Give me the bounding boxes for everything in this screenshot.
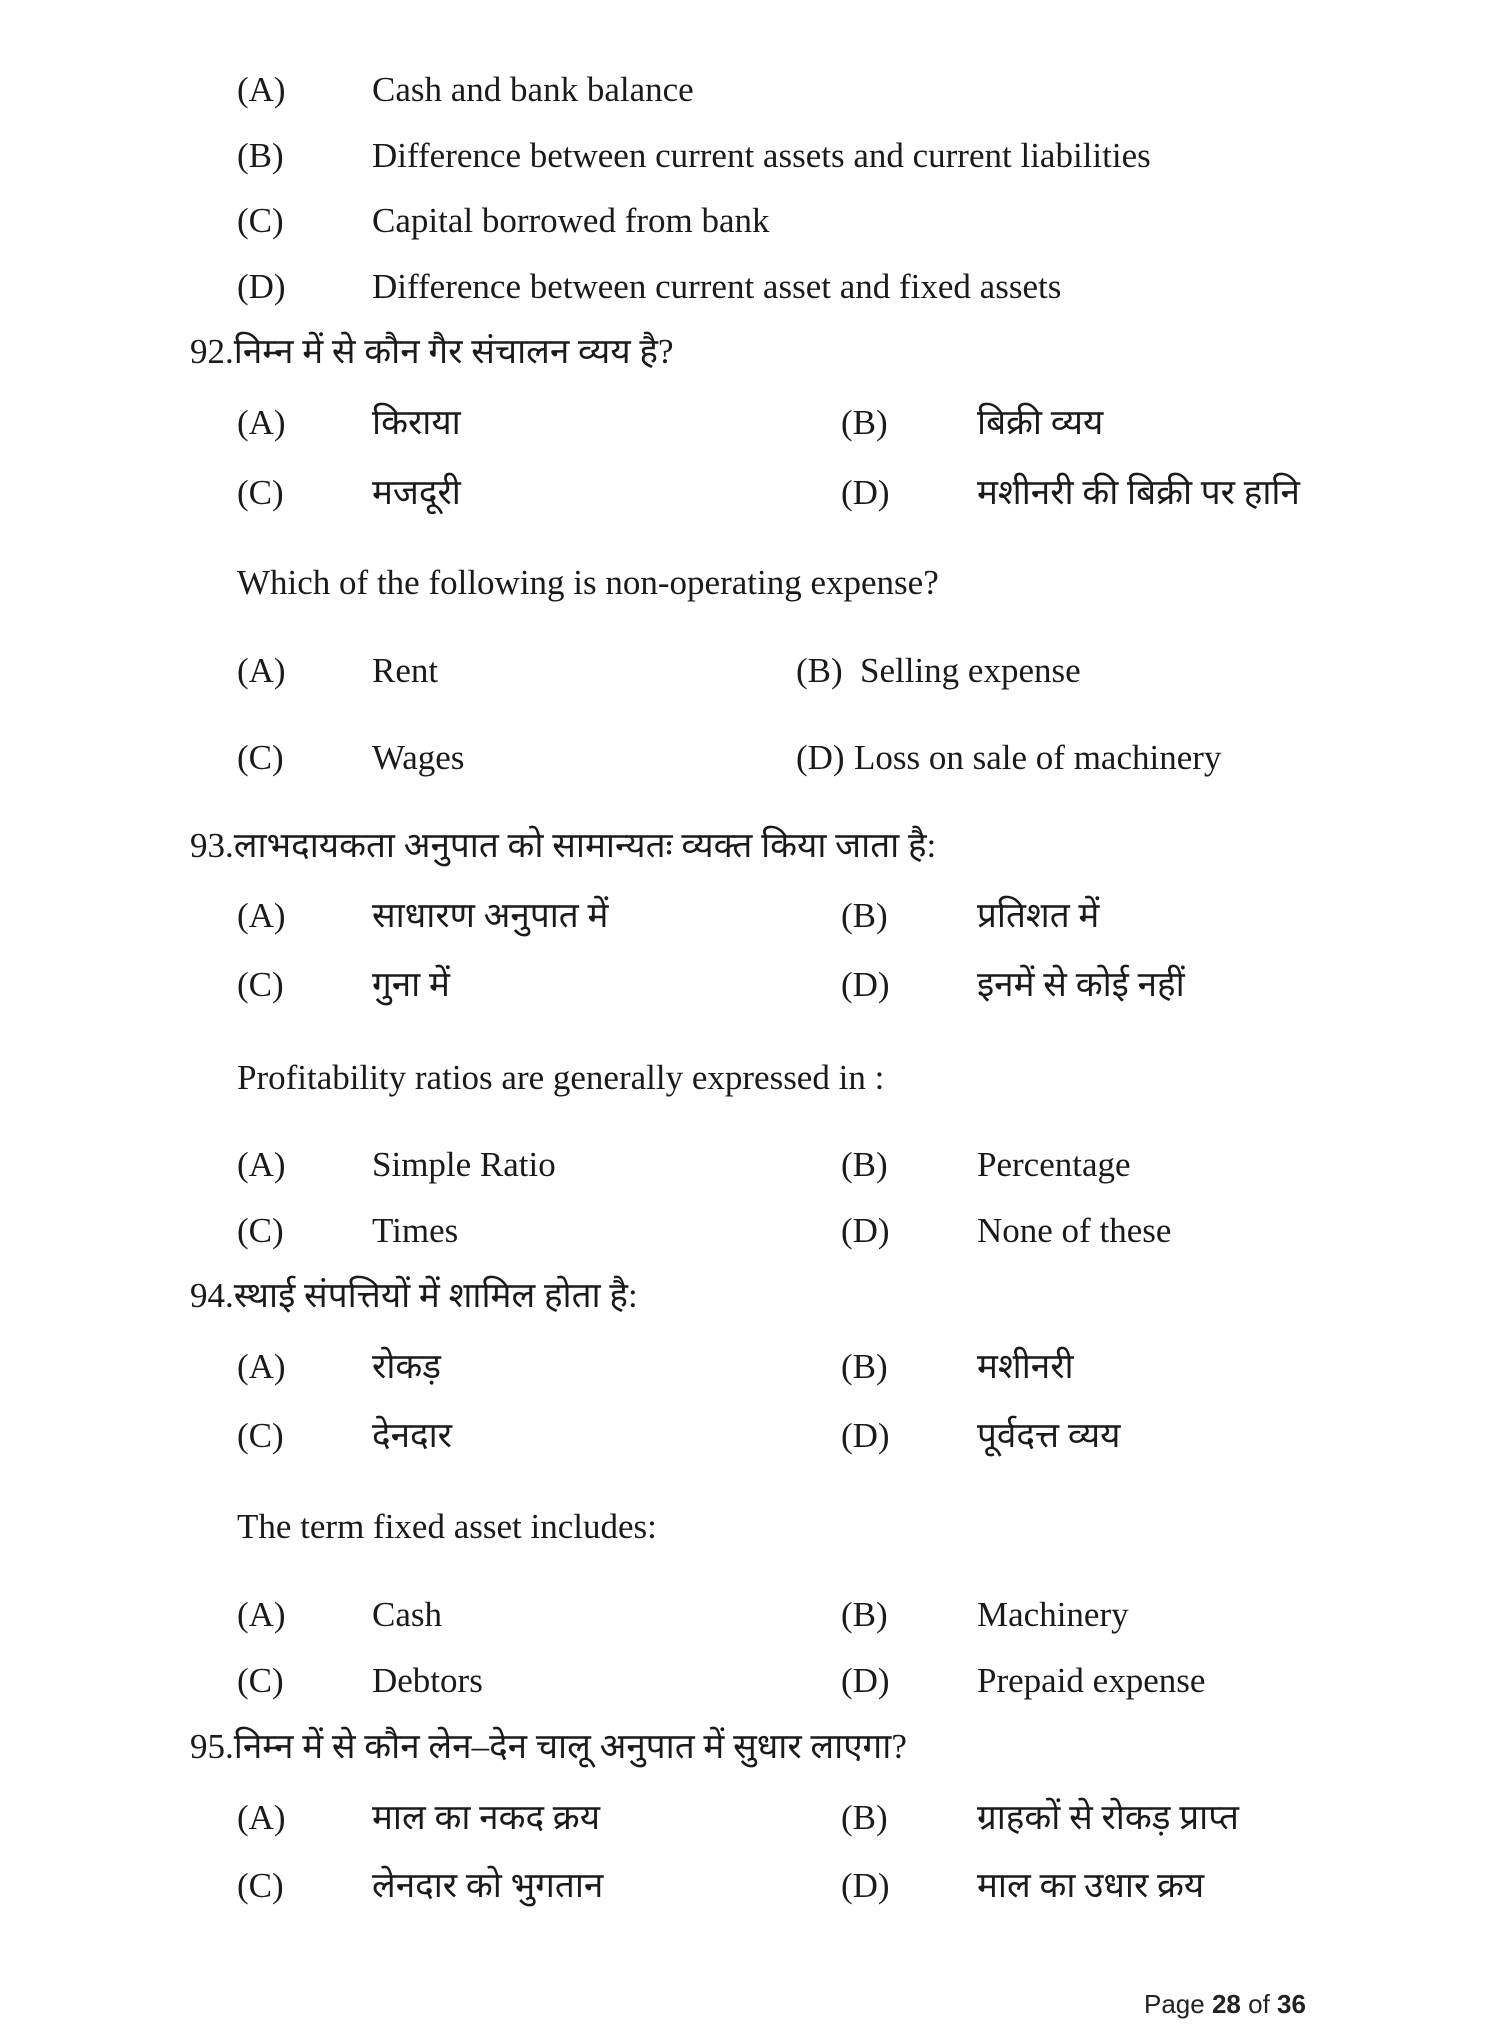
q92-english-option-d-text: Loss on sale of machinery xyxy=(854,738,1222,777)
q92-english-question: Which of the following is non-operating expense? xyxy=(237,563,939,602)
q92-hindi-question: 92.निम्न में से कौन गैर संचालन व्यय है? xyxy=(190,332,674,371)
q93-hindi-option-b-label: (B) xyxy=(841,896,888,935)
q92-english-option-b-text: Selling expense xyxy=(860,651,1081,690)
q94-hindi-option-b-label: (B) xyxy=(841,1347,888,1386)
q93-english-option-a-text: Simple Ratio xyxy=(372,1145,556,1184)
q91-option-b-text: Difference between current assets and current liabilities xyxy=(372,136,1151,175)
q94-english-option-a-label: (A) xyxy=(237,1595,286,1634)
q94-english-option-b-text: Machinery xyxy=(977,1595,1129,1634)
q95-hindi-option-d-text: माल का उधार क्रय xyxy=(977,1866,1205,1905)
q92-hindi-option-b-label: (B) xyxy=(841,403,888,442)
page-indicator xyxy=(1144,1991,1306,2017)
q94-hindi-option-c-label: (C) xyxy=(237,1416,284,1455)
q94-english-option-d-text: Prepaid expense xyxy=(977,1661,1206,1700)
q93-hindi-option-c-text: गुना में xyxy=(372,965,450,1004)
q93-english-option-d-text: None of these xyxy=(977,1211,1172,1250)
q95-hindi-option-a-label: (A) xyxy=(237,1798,286,1837)
q93-english-option-b-label: (B) xyxy=(841,1145,888,1184)
q95-hindi-option-b-text: ग्राहकों से रोकड़ प्राप्त xyxy=(977,1798,1239,1837)
q91-option-b-label: (B) xyxy=(237,136,284,175)
q93-hindi-option-d-text: इनमें से कोई नहीं xyxy=(977,965,1185,1004)
q92-english-option-a-label: (A) xyxy=(237,651,286,690)
total-pages-number: 36 xyxy=(1277,1989,1306,2019)
q91-option-a-label: (A) xyxy=(237,70,286,109)
q92-hindi-option-b-text: बिक्री व्यय xyxy=(977,403,1104,442)
q92-english-option-c-label: (C) xyxy=(237,738,284,777)
current-page-number: 28 xyxy=(1211,1989,1241,2019)
q93-hindi-option-c-label: (C) xyxy=(237,965,284,1004)
q94-hindi-question: 94.स्थाई संपत्तियों में शामिल होता है: xyxy=(190,1276,638,1315)
q94-hindi-option-a-text: रोकड़ xyxy=(372,1347,441,1386)
q91-option-c-label: (C) xyxy=(237,201,284,240)
q95-hindi-option-c-label: (C) xyxy=(237,1866,284,1905)
q95-hindi-option-c-text: लेनदार को भुगतान xyxy=(372,1866,604,1905)
q93-hindi-option-d-label: (D) xyxy=(841,965,890,1004)
q95-hindi-question: 95.निम्न में से कौन लेन–देन चालू अनुपात में सुधार लाएगा? xyxy=(190,1727,907,1766)
q92-hindi-option-a-text: किराया xyxy=(372,403,461,442)
q92-english-option-a-text: Rent xyxy=(372,651,439,690)
q94-english-option-c-label: (C) xyxy=(237,1661,284,1700)
of-word: of xyxy=(1248,1989,1270,2019)
q95-hindi-option-a-text: माल का नकद क्रय xyxy=(372,1798,600,1837)
q93-hindi-option-b-text: प्रतिशत में xyxy=(977,896,1100,935)
q92-hindi-option-a-label: (A) xyxy=(237,403,286,442)
q94-hindi-option-a-label: (A) xyxy=(237,1347,286,1386)
page-word: Page xyxy=(1144,1989,1205,2019)
q92-hindi-option-d-label: (D) xyxy=(841,473,890,512)
q93-hindi-option-a-label: (A) xyxy=(237,896,286,935)
q91-option-c-text: Capital borrowed from bank xyxy=(372,201,770,240)
q93-hindi-option-a-text: साधारण अनुपात में xyxy=(372,896,609,935)
q92-english-option-c-text: Wages xyxy=(372,738,465,777)
q94-english-option-a-text: Cash xyxy=(372,1595,442,1634)
q93-english-option-c-text: Times xyxy=(372,1211,459,1250)
q95-hindi-option-d-label: (D) xyxy=(841,1866,890,1905)
q92-hindi-option-d-text: मशीनरी की बिक्री पर हानि xyxy=(977,473,1300,512)
q91-option-a-text: Cash and bank balance xyxy=(372,70,694,109)
q92-hindi-option-c-text: मजदूरी xyxy=(372,473,461,512)
q91-option-d-text: Difference between current asset and fixed assets xyxy=(372,267,1062,306)
q93-english-question: Profitability ratios are generally expressed in : xyxy=(237,1058,885,1097)
q94-english-option-d-label: (D) xyxy=(841,1661,890,1700)
q92-hindi-option-c-label: (C) xyxy=(237,473,284,512)
q95-hindi-option-b-label: (B) xyxy=(841,1798,888,1837)
q94-hindi-option-d-label: (D) xyxy=(841,1416,890,1455)
q93-english-option-d-label: (D) xyxy=(841,1211,890,1250)
q94-hindi-option-c-text: देनदार xyxy=(372,1416,452,1455)
q92-english-option-d-label: (D) xyxy=(796,738,845,777)
q94-english-option-c-text: Debtors xyxy=(372,1661,483,1700)
q93-hindi-question: 93.लाभदायकता अनुपात को सामान्यतः व्यक्त किया जाता है: xyxy=(190,826,937,865)
q94-english-option-b-label: (B) xyxy=(841,1595,888,1634)
q92-english-option-b-label: (B) xyxy=(796,651,843,690)
q94-hindi-option-d-text: पूर्वदत्त व्यय xyxy=(977,1416,1121,1455)
q93-english-option-a-label: (A) xyxy=(237,1145,286,1184)
q93-english-option-b-text: Percentage xyxy=(977,1145,1131,1184)
q94-hindi-option-b-text: मशीनरी xyxy=(977,1347,1074,1386)
q94-english-question: The term fixed asset includes: xyxy=(237,1507,657,1546)
q93-english-option-c-label: (C) xyxy=(237,1211,284,1250)
q91-option-d-label: (D) xyxy=(237,267,286,306)
